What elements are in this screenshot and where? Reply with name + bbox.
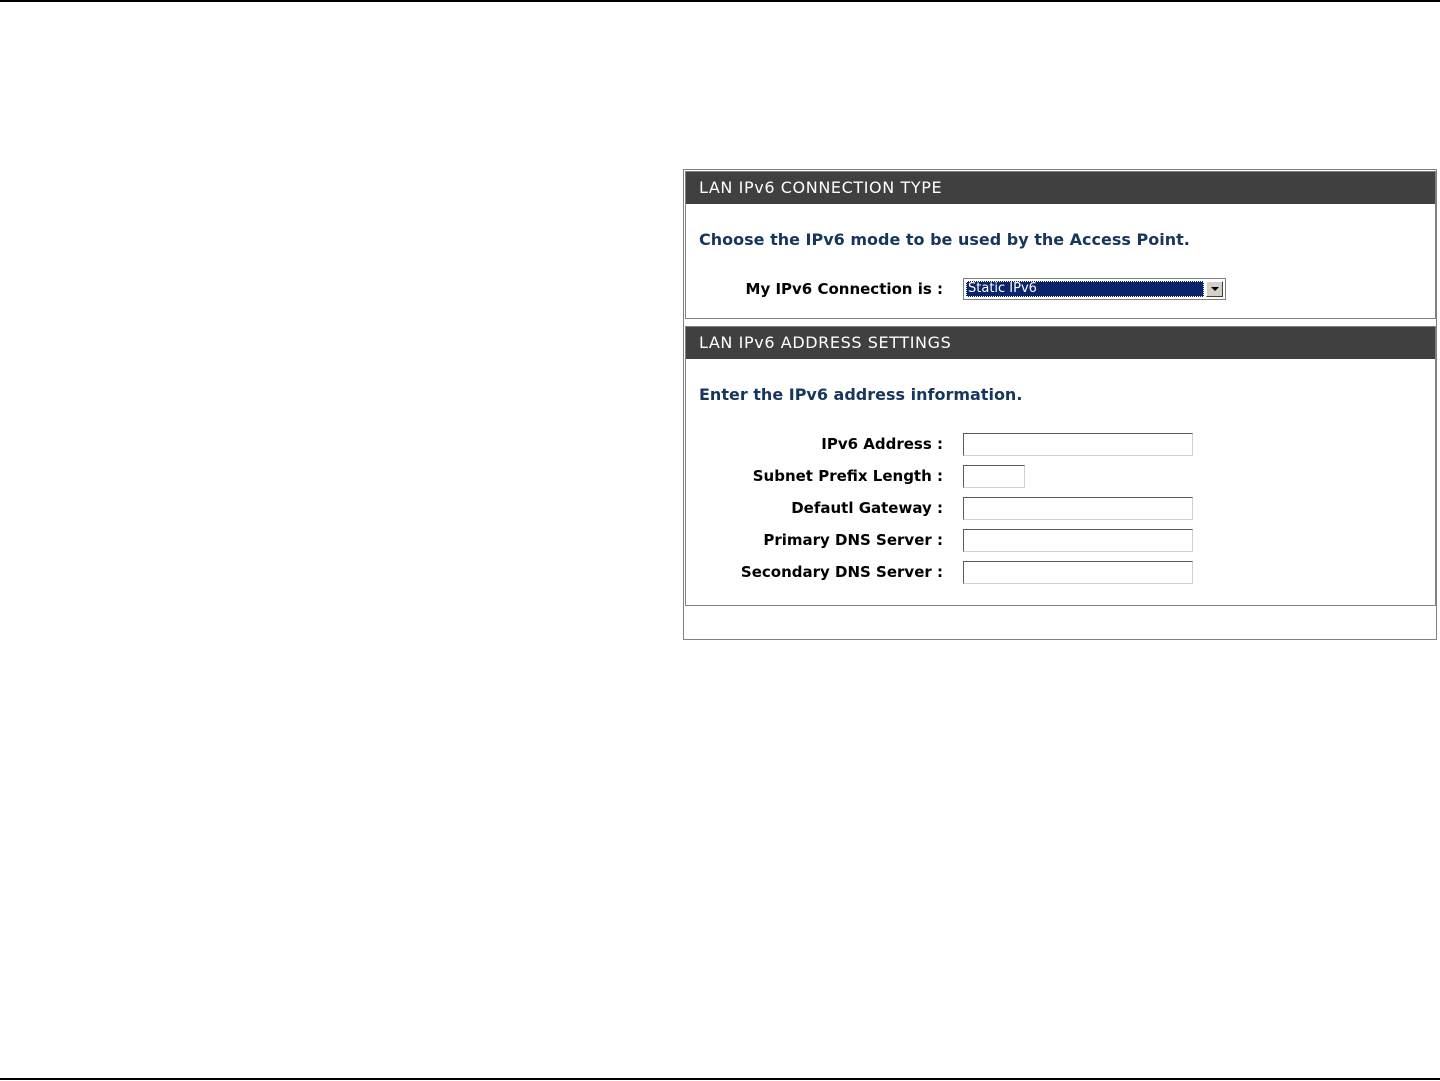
chevron-down-icon[interactable]: [1206, 281, 1223, 297]
address-settings-header: LAN IPv6 ADDRESS SETTINGS: [686, 327, 1435, 359]
address-settings-section: [685, 326, 1436, 606]
secondary-dns-input[interactable]: [963, 561, 1193, 584]
secondary-dns-row: [686, 561, 1431, 585]
connection-type-header: LAN IPv6 CONNECTION TYPE: [686, 172, 1435, 204]
subnet-prefix-length-input[interactable]: [963, 465, 1025, 488]
connection-type-label: My IPv6 Connection is :: [745, 280, 943, 298]
default-gateway-label: Defautl Gateway :: [791, 499, 943, 517]
connection-type-section: [685, 171, 1436, 319]
connection-type-selected-value: Static IPv6: [966, 281, 1204, 297]
default-gateway-input[interactable]: [963, 497, 1193, 520]
ipv6-address-row: [686, 433, 1431, 457]
connection-type-select[interactable]: [963, 278, 1226, 300]
default-gateway-row: [686, 497, 1431, 521]
ipv6-address-label: IPv6 Address :: [821, 435, 943, 453]
address-settings-intro: Enter the IPv6 address information.: [699, 385, 1023, 404]
connection-type-row: [686, 278, 1431, 302]
subnet-prefix-length-row: [686, 465, 1431, 489]
ipv6-address-input[interactable]: [963, 433, 1193, 456]
connection-type-intro: Choose the IPv6 mode to be used by the Access Point.: [699, 230, 1190, 249]
top-divider: [0, 0, 1440, 2]
primary-dns-label: Primary DNS Server :: [763, 531, 943, 549]
subnet-prefix-length-label: Subnet Prefix Length :: [752, 467, 943, 485]
settings-panel: [683, 169, 1437, 640]
secondary-dns-label: Secondary DNS Server :: [740, 563, 943, 581]
primary-dns-input[interactable]: [963, 529, 1193, 552]
bottom-divider: [0, 1078, 1440, 1080]
primary-dns-row: [686, 529, 1431, 553]
